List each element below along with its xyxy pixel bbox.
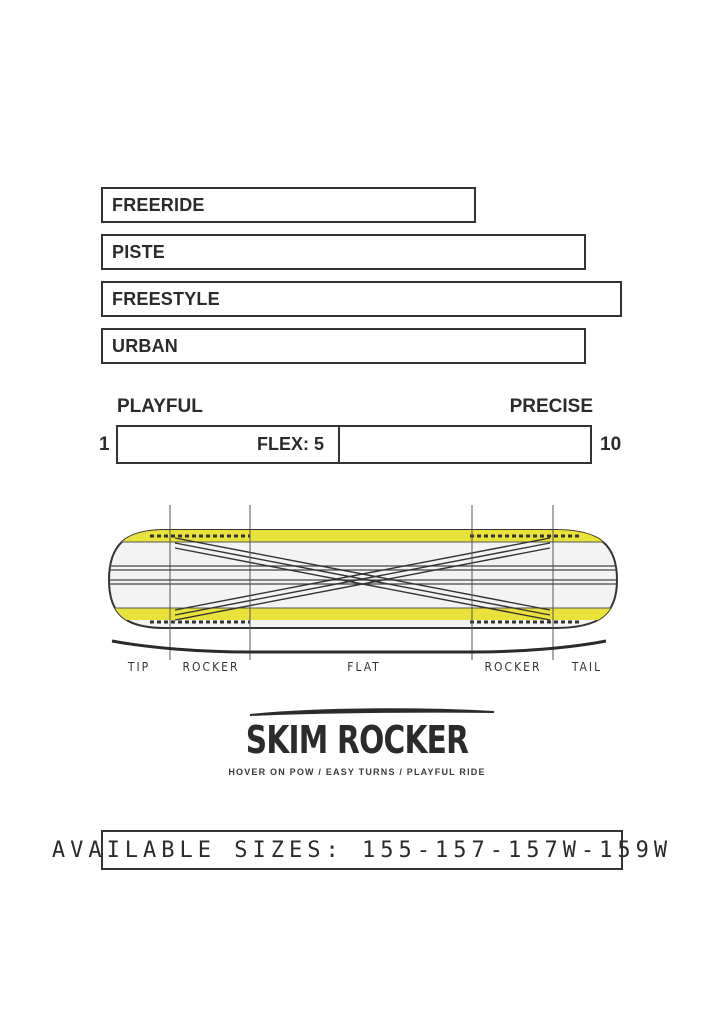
zone-label-rocker-back: ROCKER <box>484 660 542 674</box>
flex-right-label: PRECISE <box>509 396 593 417</box>
flex-left-label: PLAYFUL <box>117 396 203 417</box>
profile-curve <box>112 641 606 652</box>
flex-min: 1 <box>99 434 110 455</box>
flex-value: FLEX: 5 <box>256 434 324 454</box>
style-label: FREERIDE <box>112 194 205 215</box>
flex-max: 10 <box>600 434 622 455</box>
style-label: URBAN <box>112 335 178 356</box>
zone-label-tail: TAIL <box>571 660 603 674</box>
profile-tagline: HOVER ON POW / EASY TURNS / PLAYFUL RIDE <box>228 767 486 777</box>
profile-name: SKIM ROCKER <box>245 718 469 762</box>
style-label: PISTE <box>112 241 166 262</box>
zone-label-rocker-front: ROCKER <box>182 660 240 674</box>
zone-label-flat: FLAT <box>347 660 381 674</box>
zone-label-tip: TIP <box>127 660 151 674</box>
style-label: FREESTYLE <box>112 288 220 309</box>
available-sizes: AVAILABLE SIZES: 155-157-157W-159W <box>101 830 623 870</box>
